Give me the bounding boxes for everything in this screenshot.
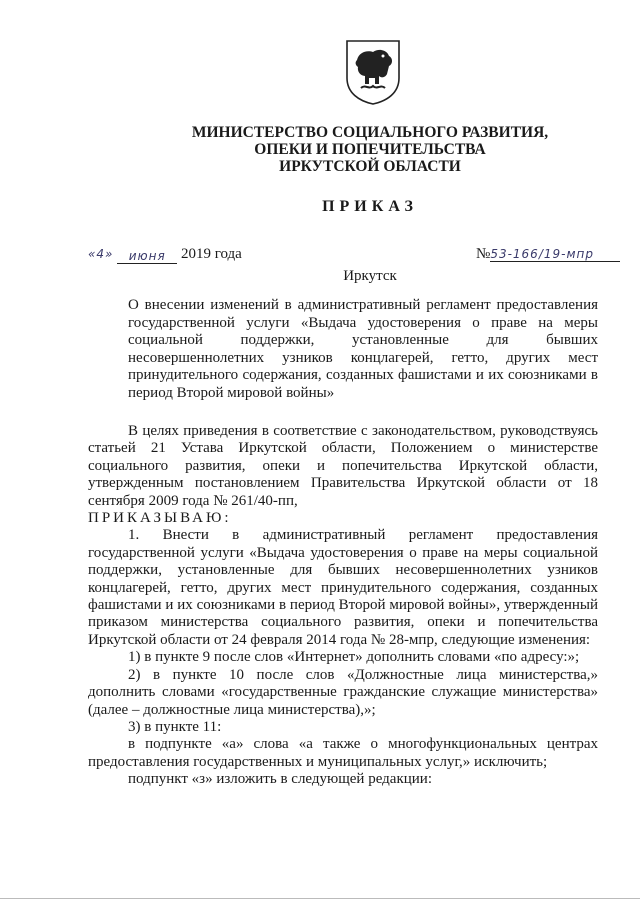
- order-word: ПРИКАЗЫВАЮ:: [88, 510, 232, 527]
- subitem-1: 1) в пункте 9 после слов «Интернет» дополнить словами «по адресу:»;: [128, 649, 580, 666]
- coat-of-arms-icon: [343, 38, 403, 106]
- date-month: июня: [117, 249, 177, 264]
- subitem-3b: подпункт «з» изложить в следующей редакции:: [128, 771, 432, 788]
- order-subject: О внесении изменений в административный регламент предоставления государственной услуги «Выдача удостоверения о праве на меры социальной поддержки, установленные для бывших несовершеннолетних узников концлагерей, гетто, других мест принудительного содержания, созданных фашистами и их союзниками в период Второй мировой войны»: [128, 297, 598, 401]
- subitem-2: 2) в пункте 10 после слов «Должностные лица министерства,» дополнить словами «государственные гражданские служащие министерства» (далее – должностные лица министерства),»;: [88, 666, 598, 718]
- date-day: «4»: [88, 247, 114, 261]
- order-number: [476, 246, 620, 263]
- item-1: 1. Внести в административный регламент предоставления государственной услуги «Выдача удостоверения о праве на меры социальной поддержки, установленные для бывших несовершеннолетних узников концлагерей, гетто, других мест принудительного содержания, созданных фашистами и их союзниками в период Второй мировой войны», утвержденный приказом министерства социального развития, опеки и попечительства Иркутской области от 24 февраля 2014 года № 28-мпр, следующие изменения:: [88, 527, 598, 648]
- subitem-3a: в подпункте «а» слова «а также о многофункциональных центрах предоставления государственных и муниципальных услуг,» исключить;: [88, 736, 598, 770]
- preamble: В целях приведения в соответствие с законодательством, руководствуясь статьей 21 Устава Иркутской области, Положением о министерстве социального развития, опеки и попечительства Иркутской области, утвержденным постановлением Правительства Иркутской области от 18 сентября 2009 года № 261/40-пп,: [88, 423, 598, 509]
- document-title: ПРИКАЗ: [322, 198, 418, 215]
- ministry-line-1: МИНИСТЕРСТВО СОЦИАЛЬНОГО РАЗВИТИЯ,: [191, 124, 549, 141]
- page-edge-line: [0, 898, 640, 899]
- subitem-3: 3) в пункте 11:: [128, 718, 222, 735]
- ministry-name: [150, 124, 590, 175]
- date-year: 2019 года: [180, 246, 242, 262]
- number-prefix: №: [476, 246, 491, 262]
- ministry-line-3: ИРКУТСКОЙ ОБЛАСТИ: [279, 158, 461, 175]
- ministry-line-2: ОПЕКИ И ПОПЕЧИТЕЛЬСТВА: [254, 141, 486, 158]
- order-body: [88, 423, 598, 789]
- city: Иркутск: [343, 268, 397, 284]
- number-value: 53-166/19-мпр: [490, 247, 620, 262]
- order-date: [88, 246, 242, 264]
